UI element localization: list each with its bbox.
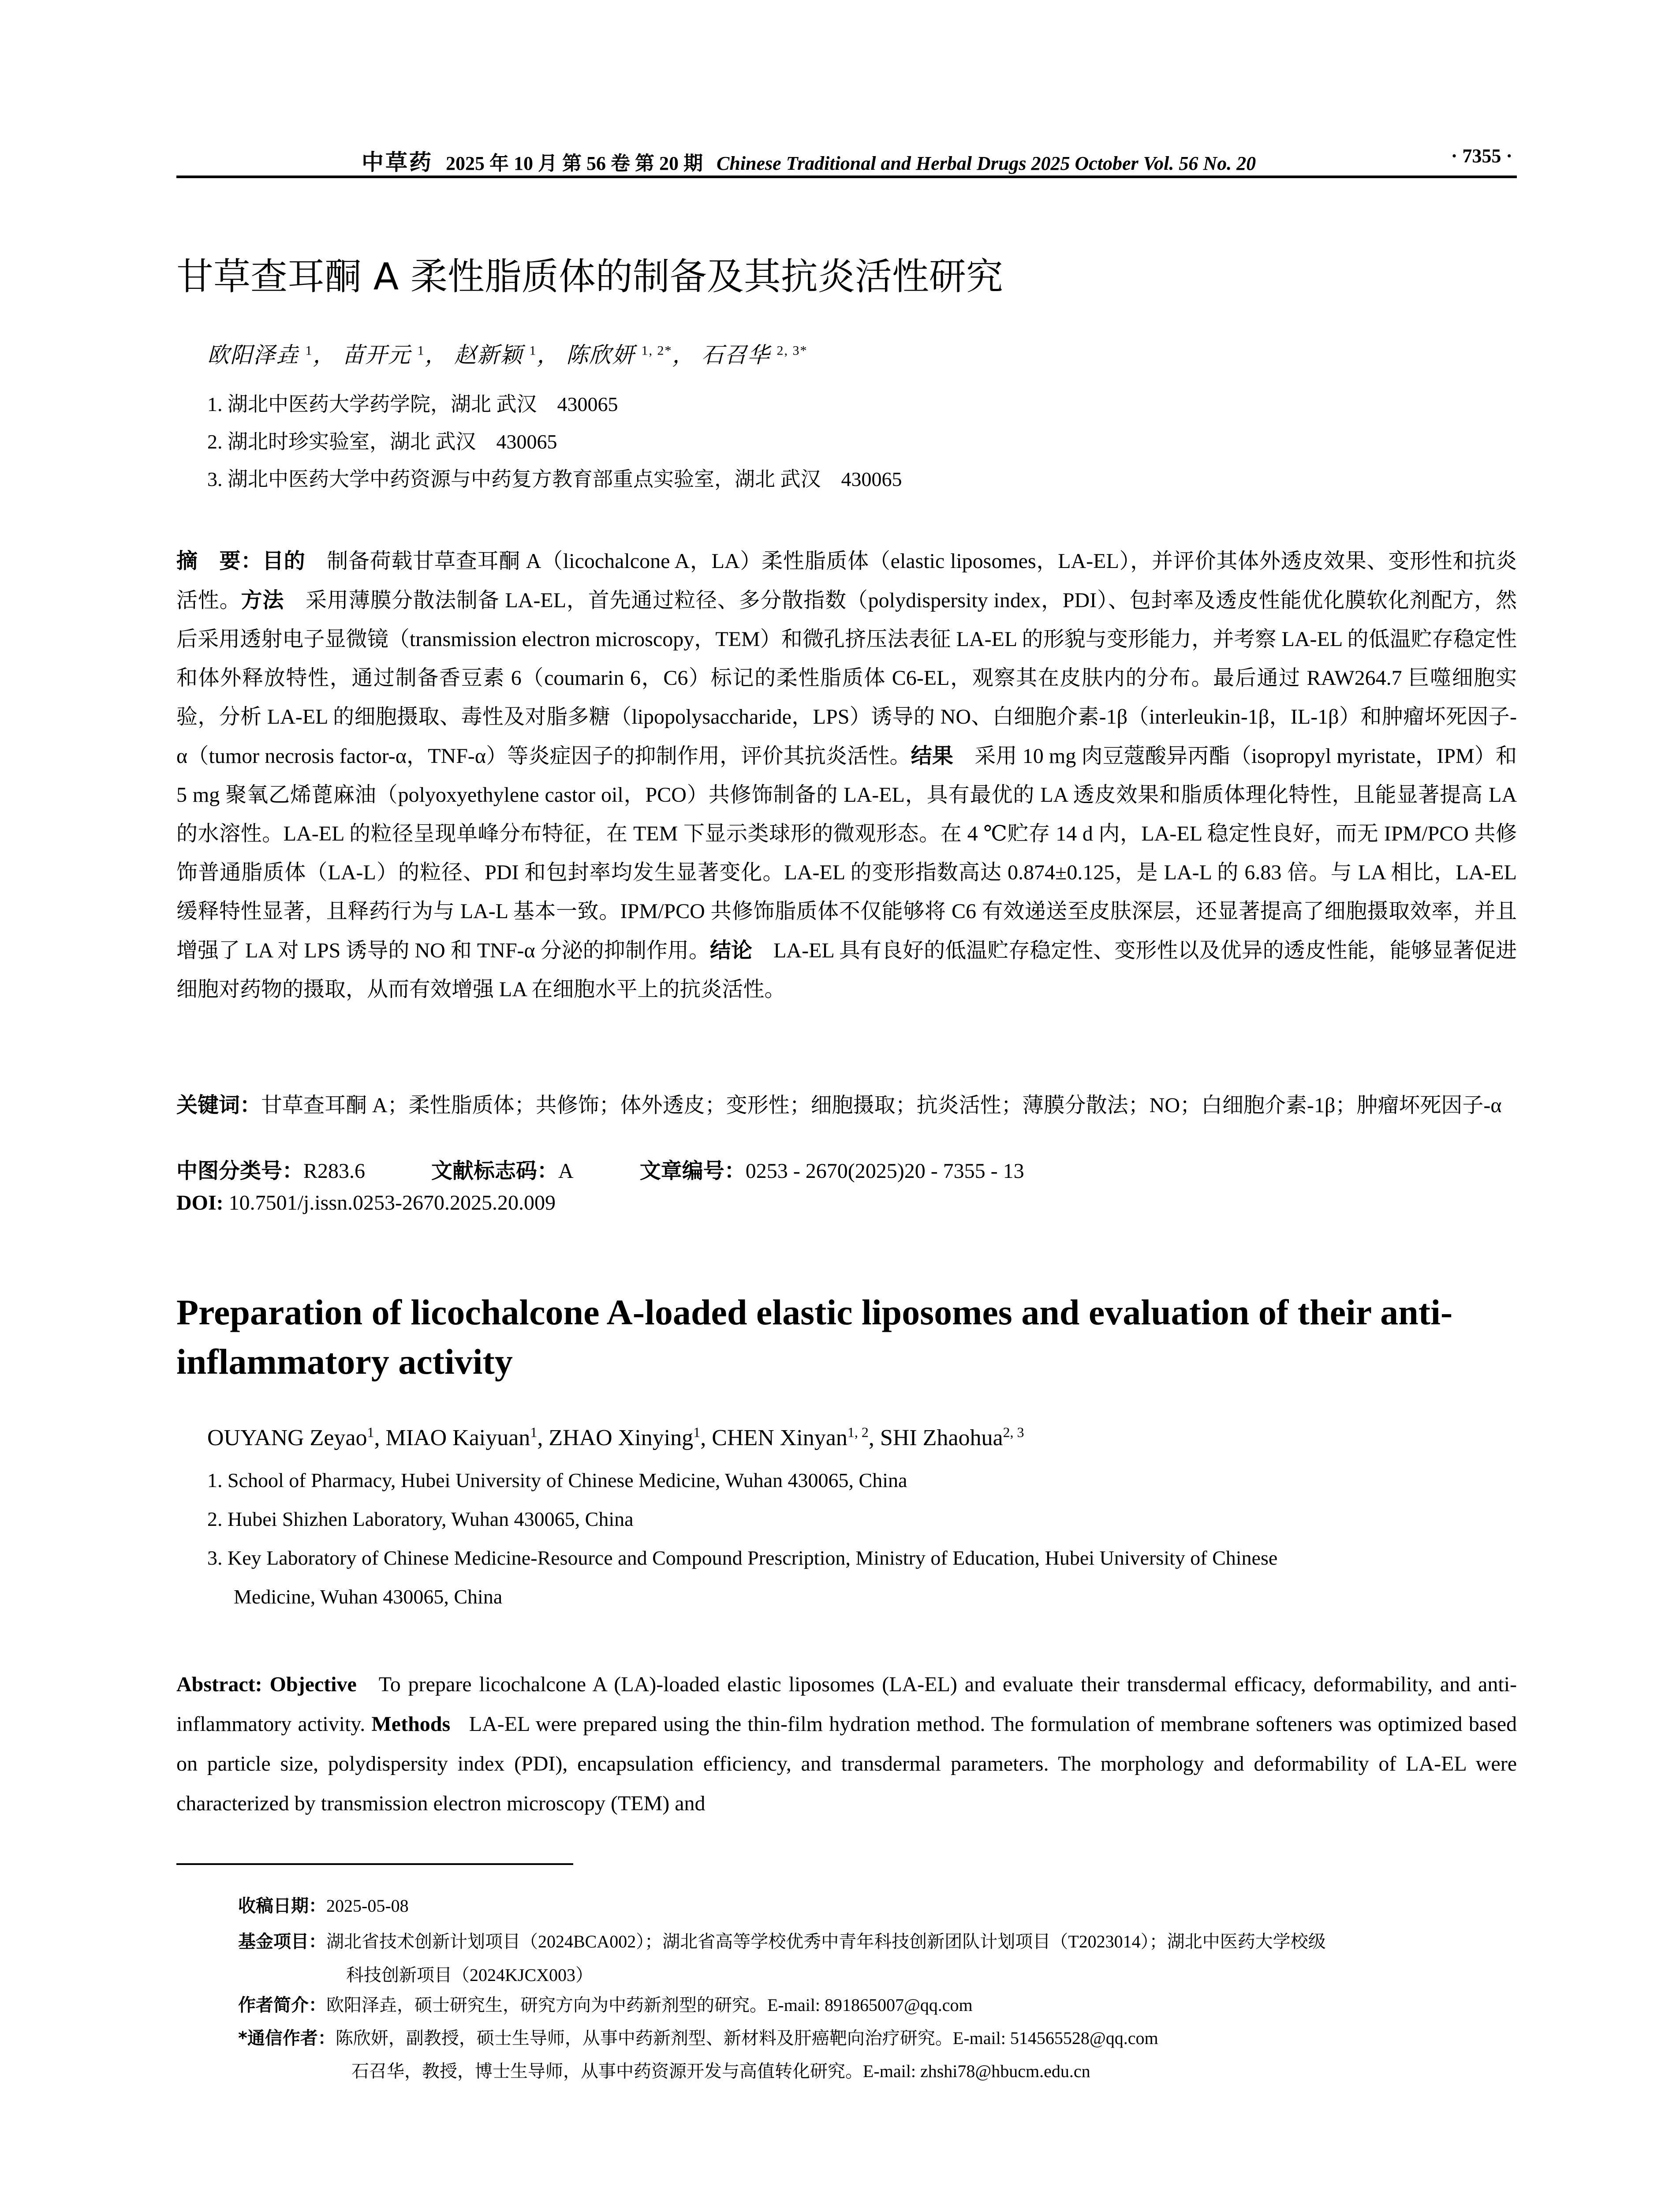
cn-affiliation: 3. 湖北中医药大学中药资源与中药复方教育部重点实验室，湖北 武汉 430065 bbox=[207, 468, 902, 490]
footnote-bio bbox=[238, 1991, 973, 2016]
fund-text: 湖北省技术创新计划项目（2024BCA002）；湖北省高等学校优秀中青年科技创新团队计划项目（T2023014）；湖北中医药大学校级 bbox=[326, 1932, 1326, 1951]
clc-value: R283.6 bbox=[303, 1159, 366, 1183]
results-label: 结果 bbox=[911, 744, 954, 768]
classification-line bbox=[176, 1154, 1024, 1184]
en-author-list: OUYANG Zeyao$^1$, MIAO Kaiyuan$^1$, ZHAO Xinying$^1$, CHEN Xinyan$^{1, 2}$, SHI Zhaohua$^{2, 3}$ bbox=[207, 1424, 1024, 1451]
cn-abstract-label: 摘 要： bbox=[176, 549, 262, 573]
doi-link[interactable]: 10.7501/j.issn.0253-2670.2025.20.009 bbox=[228, 1191, 556, 1215]
objective-text: 制备荷载甘草查耳酮 A（licochalcone A，LA）柔性脂质体（elastic liposomes，LA-EL），并评价其体外透皮效果、变形性和抗炎活性。 bbox=[176, 549, 1517, 612]
en-author: OUYANG Zeyao$^1$ bbox=[207, 1424, 374, 1451]
bio-label: 作者简介： bbox=[238, 1995, 326, 2015]
footnote-corresponding bbox=[238, 2024, 1158, 2049]
conclusion-label: 结论 bbox=[709, 938, 753, 963]
cn-author: 苗开元 $^1$ bbox=[342, 343, 425, 367]
en-author: CHEN Xinyan$^{1, 2}$ bbox=[712, 1424, 869, 1451]
doc-code-value: A bbox=[558, 1159, 574, 1183]
en-affiliation: 3. Key Laboratory of Chinese Medicine-Resource and Compound Prescription, Ministry of Education, Hubei University of Chinese bbox=[207, 1547, 1278, 1569]
received-label: 收稿日期： bbox=[238, 1896, 326, 1916]
clc-label: 中图分类号： bbox=[176, 1159, 304, 1183]
cn-author: 欧阳泽垚 $^1$ bbox=[207, 343, 313, 367]
footnote-rule bbox=[176, 1863, 573, 1865]
fund-label: 基金项目： bbox=[238, 1932, 326, 1952]
doc-code-label: 文献标志码： bbox=[431, 1159, 559, 1183]
results-text: 采用 10 mg 肉豆蔻酸异丙酯（isopropyl myristate，IPM）和 5 mg 聚氧乙烯蓖麻油（polyoxyethylene castor oil，PCO）共修饰制备的 LA-EL，具有最优的 LA 透皮效果和脂质体理化特性，且能显著提高 LA 的水溶性。LA-EL 的粒径呈现单峰分布特征，在 TEM 下显示类球形的微观形态。在 4 ℃贮存 14 d 内，LA-EL 稳定性良好，而无 IPM/PCO 共修饰普通脂质体（LA-L）的粒径、PDI 和包封率均发生显著变化。LA-EL 的变形指数高达 0.874±0.125，是 LA-L 的 6.83 倍。与 LA 相比，LA-EL 缓释特性显著，且释药行为与 LA-L 基本一致。IPM/PCO 共修饰脂质体不仅能够将 C6 有效递送至皮肤深层，还显著提高了细胞摄取效率，并且增强了 LA 对 LPS 诱导的 NO 和 TNF-α 分泌的抑制作用。 bbox=[176, 744, 1517, 962]
en-methods-text: LA-EL were prepared using the thin-film hydration method. The formulation of membrane softeners was optimized based on particle size, polydispersity index (PDI), encapsulation efficiency, and transdermal parameters. The morphology and deformability of LA-EL were characterized by transmission electron microscopy (TEM) and bbox=[176, 1712, 1517, 1815]
en-affiliation-continued: Medicine, Wuhan 430065, China bbox=[234, 1585, 503, 1608]
fund-text-continued: 科技创新项目（2024KJCX003） bbox=[346, 1965, 594, 1985]
corresponding-author-1: 陈欣妍，副教授，硕士生导师，从事中药新剂型、新材料及肝癌靶向治疗研究。E-mail: 514565528@qq.com bbox=[335, 2028, 1158, 2048]
en-affiliation: 1. School of Pharmacy, Hubei University of Chinese Medicine, Wuhan 430065, China bbox=[207, 1469, 907, 1491]
en-affiliation: 2. Hubei Shizhen Laboratory, Wuhan 430065, China bbox=[207, 1508, 634, 1530]
footnote-fund bbox=[238, 1925, 1517, 1992]
page-number: · 7355 · bbox=[1451, 145, 1512, 167]
cn-author-list: 欧阳泽垚 $^1$， 苗开元 $^1$， 赵新颖 $^1$， 陈欣妍 $^{1, 2*}$， 石召华 $^{2, 3*}$ bbox=[207, 343, 808, 367]
keywords bbox=[176, 1088, 1517, 1122]
corresponding-author-2: 石召华，教授，博士生导师，从事中药资源开发与高值转化研究。E-mail: zhshi78@hbucm.edu.cn bbox=[351, 2061, 1090, 2081]
en-abstract-label: Abstract: bbox=[176, 1673, 262, 1696]
cn-abstract bbox=[176, 542, 1517, 1009]
en-abstract bbox=[176, 1665, 1517, 1824]
running-head bbox=[176, 140, 1517, 176]
footnote-received bbox=[238, 1892, 409, 1917]
en-objective-text: To prepare licochalcone A (LA)-loaded elastic liposomes (LA-EL) and evaluate their transdermal efficacy, deformability, and anti-inflammatory activity. bbox=[176, 1673, 1517, 1736]
en-title: Preparation of licochalcone A-loaded elastic liposomes and evaluation of their anti-inflammatory activity bbox=[176, 1292, 1453, 1382]
doi-label: DOI: bbox=[176, 1191, 224, 1215]
cn-affiliation: 1. 湖北中医药大学药学院，湖北 武汉 430065 bbox=[207, 393, 618, 415]
cn-title: 甘草查耳酮 A 柔性脂质体的制备及其抗炎活性研究 bbox=[176, 255, 1003, 298]
article-no-value: 0253 - 2670(2025)20 - 7355 - 13 bbox=[745, 1159, 1024, 1183]
bio-text: 欧阳泽垚，硕士研究生，研究方向为中药新剂型的研究。E-mail: 891865007@qq.com bbox=[326, 1995, 973, 2015]
issue-en: Chinese Traditional and Herbal Drugs 2025 October Vol. 56 No. 20 bbox=[717, 153, 1256, 174]
en-author: MIAO Kaiyuan$^1$ bbox=[385, 1424, 538, 1451]
en-author: SHI Zhaohua$^{2, 3}$ bbox=[880, 1424, 1024, 1451]
cn-author: 陈欣妍 $^{1, 2*}$ bbox=[566, 343, 672, 367]
corresponding-label: *通信作者： bbox=[238, 2028, 336, 2048]
doi-line bbox=[176, 1191, 556, 1215]
en-objective-label: Objective bbox=[269, 1673, 357, 1696]
methods-label: 方法 bbox=[241, 588, 284, 613]
conclusion-text: LA-EL 具有良好的低温贮存稳定性、变形性以及优异的透皮性能，能够显著促进细胞对药物的摄取，从而有效增强 LA 在细胞水平上的抗炎活性。 bbox=[176, 939, 1517, 1001]
running-head-issue bbox=[362, 145, 1256, 176]
cn-author: 赵新颖 $^1$ bbox=[454, 343, 537, 367]
header-rule bbox=[176, 176, 1517, 178]
methods-text: 采用薄膜分散法制备 LA-EL，首先通过粒径、多分散指数（polydispersity index，PDI）、包封率及透皮性能优化膜软化剂配方，然后采用透射电子显微镜（transmission electron microscopy，TEM）和微孔挤压法表征 LA-EL 的形貌与变形能力，并考察 LA-EL 的低温贮存稳定性和体外释放特性，通过制备香豆素 6（coumarin 6，C6）标记的柔性脂质体 C6-EL，观察其在皮肤内的分布。最后通过 RAW264.7 巨噬细胞实验，分析 LA-EL 的细胞摄取、毒性及对脂多糖（lipopolysaccharide，LPS）诱导的 NO、白细胞介素-1β（interleukin-1β，IL-1β）和肿瘤坏死因子-α（tumor necrosis factor-α，TNF-α）等炎症因子的抑制作用，评价其抗炎活性。 bbox=[176, 589, 1517, 768]
en-methods-label: Methods bbox=[371, 1712, 451, 1736]
cn-author: 石召华 $^{2, 3*}$ bbox=[702, 343, 808, 367]
journal-logo: 中草药 bbox=[362, 149, 433, 175]
cn-affiliation: 2. 湖北时珍实验室，湖北 武汉 430065 bbox=[207, 430, 557, 453]
keywords-label: 关键词： bbox=[176, 1093, 261, 1117]
issue-cn: 2025 年 10 月 第 56 卷 第 20 期 bbox=[446, 153, 703, 174]
keywords-text: 甘草查耳酮 A；柔性脂质体；共修饰；体外透皮；变形性；细胞摄取；抗炎活性；薄膜分散法；NO；白细胞介素-1β；肿瘤坏死因子-α bbox=[261, 1094, 1502, 1117]
en-author: ZHAO Xinying$^1$ bbox=[549, 1424, 701, 1451]
objective-label: 目的 bbox=[262, 549, 306, 573]
article-no-label: 文章编号： bbox=[639, 1159, 746, 1183]
received-date: 2025-05-08 bbox=[326, 1896, 409, 1916]
